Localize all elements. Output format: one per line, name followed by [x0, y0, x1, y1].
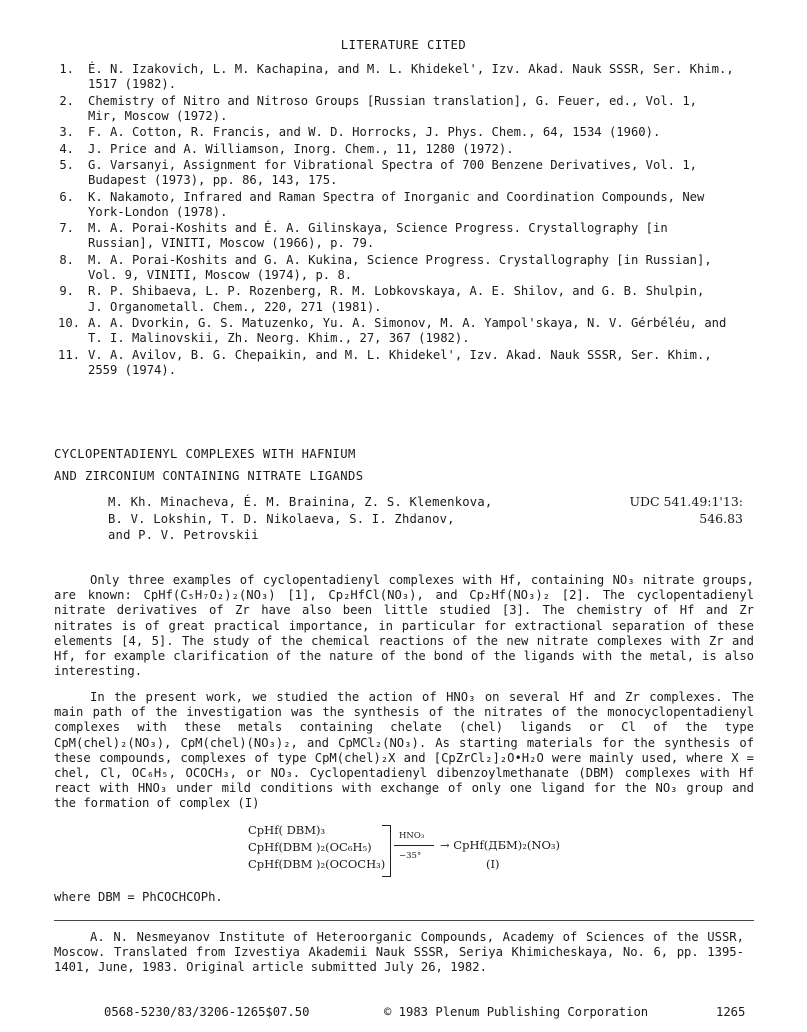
compound-label: (I) — [486, 857, 500, 871]
reference-line: J. Price and A. Williamson, Inorg. Chem., 11, 1280 (1972). — [88, 141, 514, 156]
reference-number: 1. — [59, 62, 74, 76]
reference-number: 4. — [59, 141, 74, 156]
page-footer — [0, 1005, 807, 1021]
reaction-scheme — [248, 823, 568, 885]
copyright-notice: © 1983 Plenum Publishing Corporation — [384, 1005, 649, 1019]
reference-line: Mir, Moscow (1972). — [88, 108, 228, 123]
reference-item — [58, 316, 758, 346]
reference-line: J. Organometall. Chem., 220, 271 (1981). — [88, 299, 382, 314]
reference-number: 5. — [59, 157, 74, 172]
reference-line: V. A. Avilov, B. G. Chepaikin, and M. L. Khidekel', Izv. Akad. Nauk SSSR, Ser. Khim., — [88, 347, 712, 362]
reference-item — [58, 62, 758, 92]
literature-cited-heading: LITERATURE CITED — [340, 38, 467, 52]
article-title — [54, 443, 364, 487]
reference-list — [58, 62, 758, 379]
authors-line-2: B. V. Lokshin, T. D. Nikolaeva, S. I. Zhdanov, — [108, 511, 455, 526]
reference-item — [58, 348, 758, 378]
affiliation-footnote — [54, 930, 744, 976]
footnote-text: A. N. Nesmeyanov Institute of Heteroorganic Compounds, Academy of Sciences of the USSR, Moscow. Translated from Izvestiya Akademii Nauk SSSR, Seriya Khimicheskaya, No. 6, pp. 1395-1401, June, 1983. Original article submitted July 26, 1982. — [54, 930, 744, 975]
reference-item — [58, 125, 758, 140]
body-paragraph-1 — [54, 573, 754, 679]
dbm-definition: where DBM = PhCOCHCOPh. — [54, 890, 223, 904]
reference-number: 11. — [58, 347, 81, 362]
product-formula: → CpHf(ДБМ)₂(NO₃) — [440, 838, 560, 852]
reference-item — [58, 284, 758, 314]
reference-item — [58, 190, 758, 220]
udc-code — [629, 494, 743, 527]
temperature-label: −35° — [399, 851, 422, 861]
reference-line: R. P. Shibaeva, L. P. Rozenberg, R. M. Lobkovskaya, A. E. Shilov, and G. B. Shulpin, — [88, 284, 705, 299]
reactant-brace — [382, 825, 391, 877]
article-title-line-2: AND ZIRCONIUM CONTAINING NITRATE LIGANDS — [54, 469, 364, 483]
reference-line: York-London (1978). — [88, 204, 228, 219]
reference-item — [58, 142, 758, 157]
reference-line: M. A. Porai-Koshits and É. A. Gilinskaya, Science Progress. Crystallography [in — [88, 221, 668, 236]
authors-line-3: and P. V. Petrovskii — [108, 528, 259, 542]
reaction-arrow — [394, 845, 434, 846]
reference-number: 9. — [59, 284, 74, 299]
reference-line: 2559 (1974). — [88, 362, 177, 377]
reference-item — [58, 94, 758, 124]
reference-line: F. A. Cotton, R. Francis, and W. D. Horrocks, J. Phys. Chem., 64, 1534 (1960). — [88, 125, 661, 140]
reference-number: 2. — [59, 93, 74, 108]
reference-line: M. A. Porai-Koshits and G. A. Kukina, Science Progress. Crystallography [in Russian], — [88, 252, 712, 267]
authors-line-1: M. Kh. Minacheva, É. M. Brainina, Z. S. Klemenkova, — [108, 495, 493, 509]
reactant-3: CpHf(DBM )₂(OCOCH₃) — [248, 857, 386, 871]
reference-line: 1517 (1982). — [88, 77, 177, 92]
reference-line: Russian], VINITI, Moscow (1966), p. 79. — [88, 236, 375, 251]
reference-line: A. A. Dvorkin, G. S. Matuzenko, Yu. A. Simonov, M. A. Yampol'skaya, N. V. Gérbéléu, and — [88, 315, 727, 330]
reference-line: G. Varsanyi, Assignment for Vibrational Spectra of 700 Benzene Derivatives, Vol. 1, — [88, 157, 698, 172]
body-paragraph-2 — [54, 690, 754, 812]
paragraph-text: Only three examples of cyclopentadienyl complexes with Hf, containing NO₃ nitrate groups, are known: CpHf(C₅H₇O₂)₂(NO₃) [1], Cp₂HfCl(NO₃), and Cp₂Hf(NO₃)₂ [2]. The cyclopentadienyl nitrate derivatives of Zr have also been little studied [3]. The chemistry of Hf and Zr nitrates is of great practical importance, in particular for extractional separation of these elements [4, 5]. The study of the chemical reactions of the new nitrate complexes with Zr and Hf, for example clarification of the nature of the bond of the ligands with the metal, is also interesting. — [54, 573, 754, 679]
reference-line: T. I. Malinovskii, Zh. Neorg. Khim., 27, 367 (1982). — [88, 331, 470, 346]
page-number: 1265 — [716, 1005, 746, 1019]
udc-line-2: 546.83 — [699, 510, 743, 526]
udc-line-1: UDC 541.49:1'13: — [629, 494, 743, 509]
article-title-line-1: CYCLOPENTADIENYL COMPLEXES WITH HAFNIUM — [54, 447, 356, 461]
reference-number: 8. — [59, 252, 74, 267]
reference-number: 7. — [59, 221, 74, 236]
reactant-2: CpHf(DBM )₂(OC₆H₅) — [248, 840, 372, 854]
reference-item — [58, 158, 758, 188]
reference-item — [58, 253, 758, 283]
article-authors — [108, 494, 492, 544]
reference-number: 10. — [58, 315, 81, 330]
reference-item — [58, 221, 758, 251]
reference-number: 6. — [59, 189, 74, 204]
paragraph-text: In the present work, we studied the action of HNO₃ on several Hf and Zr complexes. The main path of the investigation was the synthesis of the nitrates of the monocyclopentadienyl complexes with these metals containing chelate (chel) ligands or Cl of the type CpM(chel)₂(NO₃), CpM(chel)(NO₃)₂, and CpMCl₂(NO₃). As starting materials for the synthesis of these compounds, complexes of type CpM(chel)₂X and [CpZrCl₂]₂O•H₂O were mainly used, where X = chel, Cl, OC₆H₅, OCOCH₃, or NO₃. Cyclopentadienyl dibenzoylmethanate (DBM) complexes with Hf react with HNO₃ under mild conditions with exchange of only one ligand for the NO₃ group and the formation of complex (I) — [54, 690, 754, 811]
footnote-divider — [54, 920, 754, 921]
reference-line: Budapest (1973), pp. 86, 143, 175. — [88, 173, 338, 188]
reference-line: É. N. Izakovich, L. M. Kachapina, and M. L. Khidekel', Izv. Akad. Nauk SSSR, Ser. Khim., — [88, 62, 734, 76]
reference-line: K. Nakamoto, Infrared and Raman Spectra of Inorganic and Coordination Compounds, New — [88, 189, 705, 204]
reactant-1: CpHf( DBM)₃ — [248, 823, 326, 837]
reference-line: Vol. 9, VINITI, Moscow (1974), p. 8. — [88, 267, 353, 282]
reagent-label: HNO₃ — [399, 831, 425, 841]
reference-line: Chemistry of Nitro and Nitroso Groups [Russian translation], G. Feuer, ed., Vol. 1, — [88, 93, 698, 108]
journal-code: 0568-5230/83/3206-1265$07.50 — [104, 1005, 310, 1019]
reference-number: 3. — [59, 125, 74, 140]
